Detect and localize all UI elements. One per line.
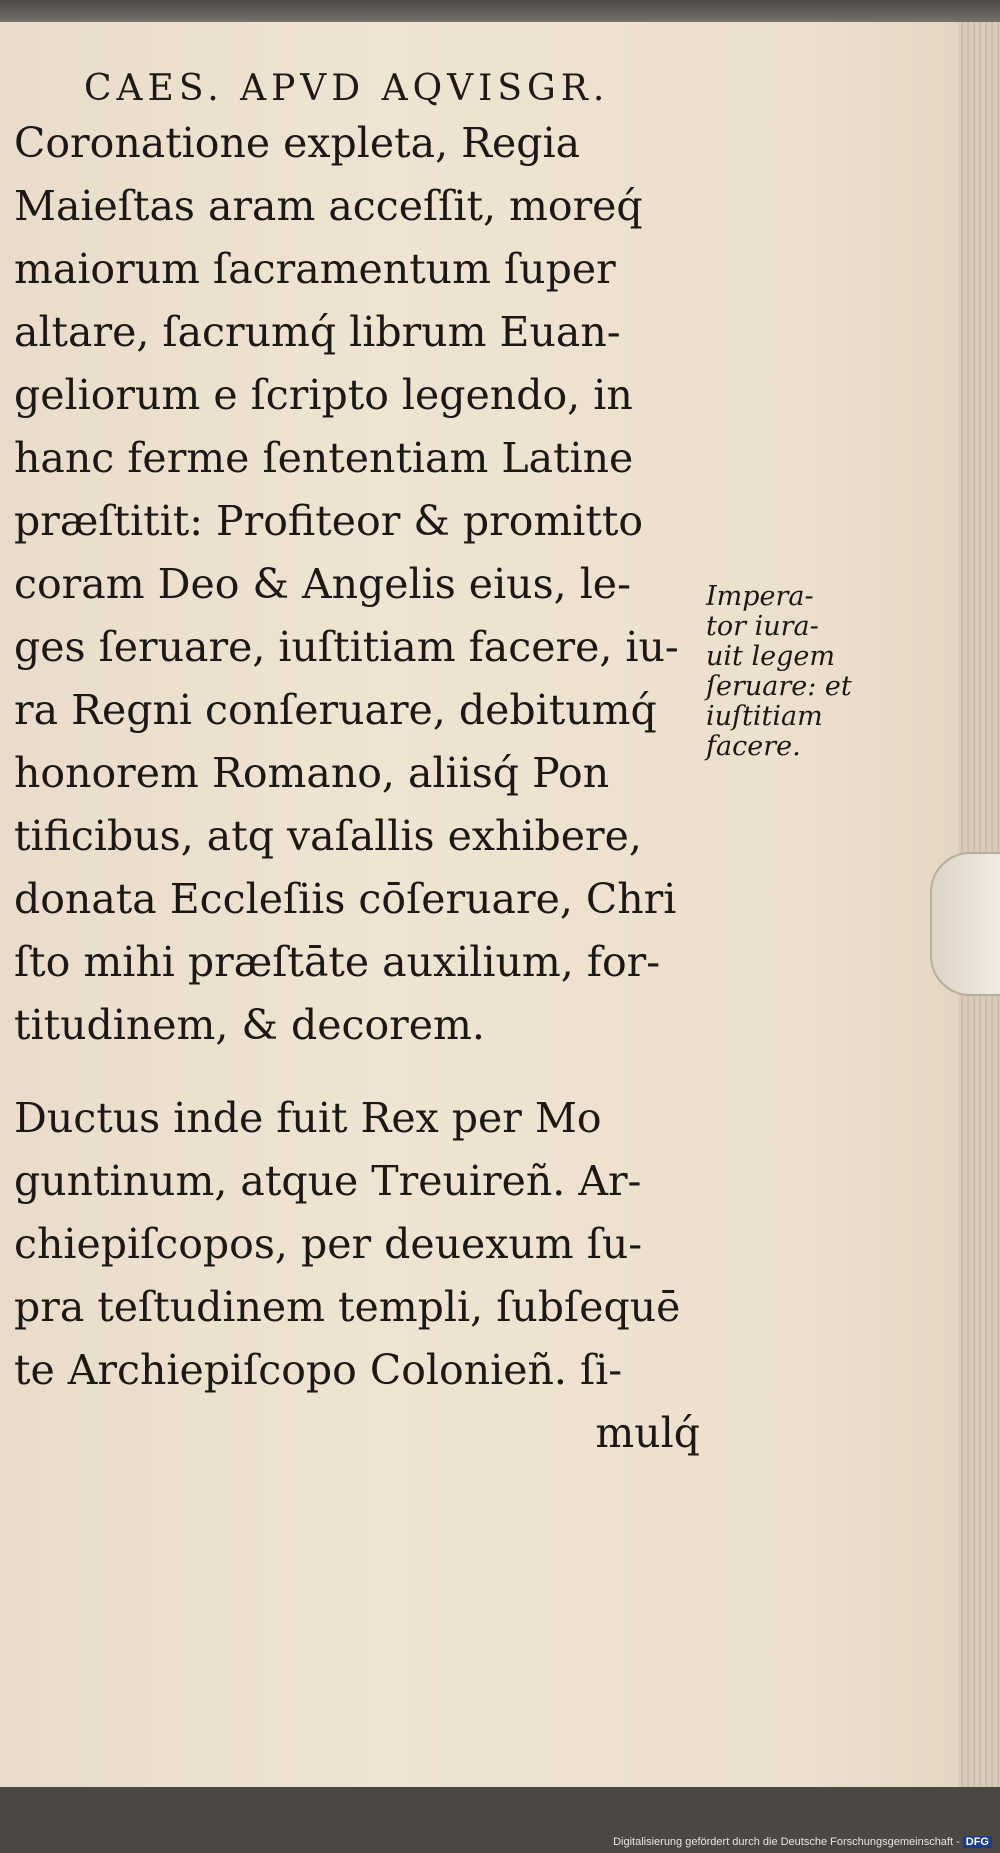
marginal-note: [706, 582, 876, 762]
marginal-line: tor iura-: [706, 611, 819, 642]
main-text-block: [14, 112, 704, 1465]
text-line: pra teſtudinem templi, ſubſequē: [14, 1283, 681, 1331]
dfg-logo: DFG: [963, 1836, 992, 1848]
text-line: coram Deo & Angelis eius, le-: [14, 560, 631, 608]
text-line: præſtitit: Profiteor & promitto: [14, 497, 644, 545]
clip-tab: [930, 852, 1000, 996]
text-line: hanc ferme ſententiam Latine: [14, 434, 634, 482]
marginal-line: Impera-: [706, 581, 814, 612]
marginal-line: uit legem: [706, 641, 835, 672]
text-line: tificibus, atq vaſallis exhibere,: [14, 812, 642, 860]
text-line: ges ſeruare, iuſtitiam facere, iu-: [14, 623, 679, 671]
running-header: CAES. APVD AQVISGR.: [84, 68, 610, 109]
funding-credit-text: Digitalisierung gefördert durch die Deutsche Forschungsgemeinschaft -: [613, 1836, 960, 1848]
text-line: honorem Romano, aliisq́ Pon: [14, 749, 610, 797]
catchword: mulq́: [595, 1409, 700, 1457]
text-line: te Archiepiſcopo Colonieñ. ſi-: [14, 1346, 623, 1394]
text-line: titudinem, & decorem.: [14, 1001, 485, 1049]
text-line: guntinum, atque Treuireñ. Ar-: [14, 1157, 642, 1205]
funding-credit: [613, 1836, 992, 1848]
text-line: geliorum e ſcripto legendo, in: [14, 371, 633, 419]
text-line: chiepiſcopos, per deuexum ſu-: [14, 1220, 643, 1268]
marginal-line: ſeruare: et: [706, 671, 852, 702]
text-line: ſto mihi præſtāte auxilium, for-: [14, 938, 661, 986]
text-line: Ductus inde fuit Rex per Mo: [14, 1094, 602, 1142]
text-line: ra Regni conſeruare, debitumq́: [14, 686, 657, 734]
text-line: Maieſtas aram acceſſit, moreq́: [14, 182, 643, 230]
marginal-line: iuſtitiam: [706, 701, 823, 732]
marginal-line: facere.: [706, 731, 801, 762]
text-line: maiorum ſacramentum ſuper: [14, 245, 616, 293]
text-line: donata Eccleſiis cōſeruare, Chri: [14, 875, 677, 923]
text-line: altare, ſacrumq́ librum Euan-: [14, 308, 621, 356]
text-line: Coronatione expleta, Regia: [14, 119, 581, 167]
